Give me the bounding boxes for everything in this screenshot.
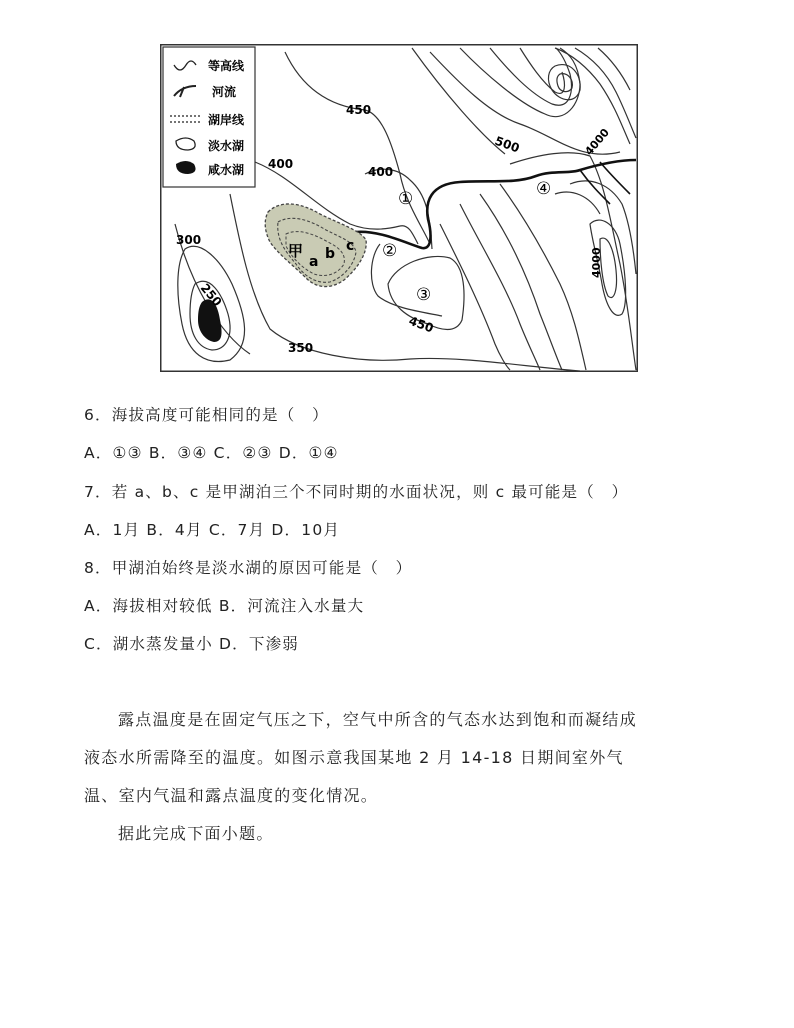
contour-label-250: 250	[197, 280, 225, 310]
question-8-options-ab: A．海拔相对较低 B．河流注入水量大	[84, 597, 365, 615]
point-1-label: ①	[398, 189, 414, 209]
legend-fresh-lake-label: 淡水湖	[208, 139, 245, 153]
question-8-options-cd: C．湖水蒸发量小 D．下渗弱	[84, 635, 299, 653]
legend-salt-lake-label: 咸水湖	[208, 163, 245, 177]
map-legend	[163, 47, 255, 187]
contour-label-450-bottom: 450	[406, 313, 436, 336]
question-6-options: A．①③ B．③④ C．②③ D．①④	[84, 444, 339, 462]
question-8: 8．甲湖泊始终是淡水湖的原因可能是（ ）	[84, 559, 413, 577]
point-4-label: ④	[536, 179, 552, 199]
contour-label-500: 500	[492, 133, 522, 156]
contour-label-350: 350	[288, 341, 314, 355]
passage-line-1: 露点温度是在固定气压之下，空气中所含的气态水达到饱和而凝结成	[118, 710, 638, 729]
question-7-options: A．1月 B．4月 C．7月 D．10月	[84, 521, 341, 539]
lake-label-a: a	[309, 254, 319, 270]
contour-label-300: 300	[176, 233, 202, 247]
passage-line-4: 据此完成下面小题。	[118, 824, 274, 843]
lake-label-c: c	[346, 238, 355, 254]
contour-label-4000-top: 4000	[582, 126, 612, 158]
contour-label-4000-right: 4000	[590, 247, 603, 278]
lake-label-b: b	[325, 246, 336, 262]
point-2-label: ②	[382, 241, 398, 261]
contour-label-450-top: 450	[346, 103, 372, 117]
question-7: 7．若 a、b、c 是甲湖泊三个不同时期的水面状况，则 c 最可能是（ ）	[84, 483, 629, 501]
passage-line-3: 温、室内气温和露点温度的变化情况。	[84, 786, 379, 805]
point-3-label: ③	[416, 285, 432, 305]
legend-shoreline-label: 湖岸线	[208, 113, 245, 127]
lake-name-label: 甲	[288, 242, 304, 260]
legend-river-label: 河流	[212, 85, 237, 99]
legend-contour-label: 等高线	[208, 59, 245, 73]
topographic-map	[160, 44, 638, 372]
contour-label-400-mid: 400	[368, 165, 394, 179]
passage-line-2: 液态水所需降至的温度。如图示意我国某地 2 月 14-18 日期间室外气	[84, 748, 624, 767]
contour-label-400-left: 400	[268, 157, 294, 171]
fresh-lake-symbol-icon	[176, 138, 195, 150]
question-6: 6．海拔高度可能相同的是（ ）	[84, 406, 329, 424]
